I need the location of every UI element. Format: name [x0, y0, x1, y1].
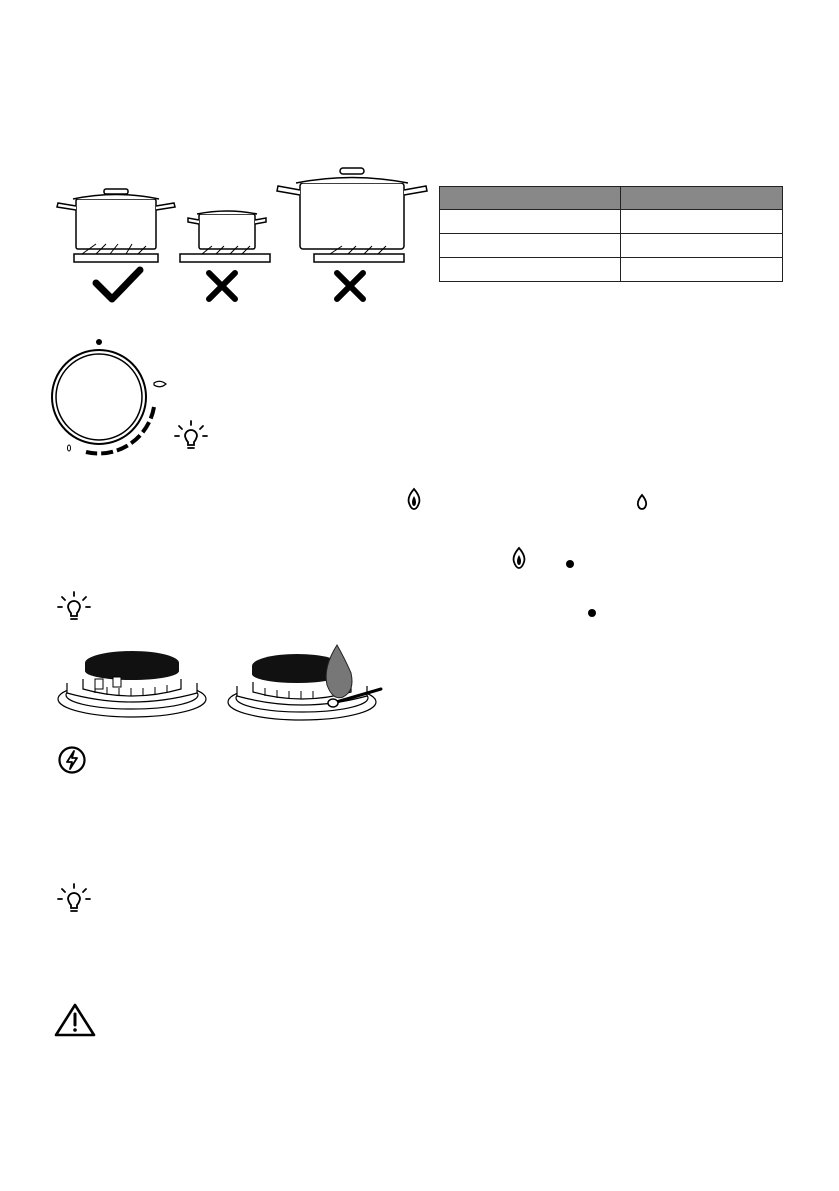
- warning-triangle-icon: [53, 1002, 97, 1038]
- cross-mark-icon: [337, 273, 363, 299]
- small-flame-icon: [636, 494, 648, 510]
- control-knob-icon: [50, 335, 175, 460]
- pot-correct-size: [57, 189, 175, 262]
- table-cell: [621, 258, 783, 282]
- pot-too-small: [180, 211, 270, 262]
- table-row: [440, 258, 783, 282]
- table-cell: [440, 234, 621, 258]
- table-cell: [621, 234, 783, 258]
- table-row: [440, 210, 783, 234]
- off-dot-icon: [587, 608, 597, 618]
- lightbulb-tip-icon: [173, 419, 209, 453]
- electric-shock-icon: [57, 745, 87, 775]
- lightbulb-tip-icon: [56, 882, 92, 916]
- cross-mark-icon: [209, 273, 235, 299]
- table-cell: [440, 258, 621, 282]
- table-header-cell: [621, 187, 783, 210]
- pot-illustrations: [52, 166, 422, 306]
- large-flame-icon: [511, 547, 527, 569]
- large-flame-icon: [406, 488, 422, 510]
- off-dot-icon: [565, 559, 575, 569]
- table-cell: [621, 210, 783, 234]
- burner-ignition-icon: [225, 645, 385, 725]
- table-cell: [440, 210, 621, 234]
- burner-closed-icon: [55, 645, 210, 720]
- check-mark-icon: [96, 270, 140, 299]
- table-row: [440, 234, 783, 258]
- table-header-row: [440, 187, 783, 210]
- lightbulb-tip-icon: [56, 590, 92, 624]
- pan-size-table: [439, 186, 783, 282]
- table-header-cell: [440, 187, 621, 210]
- pot-too-large: [277, 168, 427, 262]
